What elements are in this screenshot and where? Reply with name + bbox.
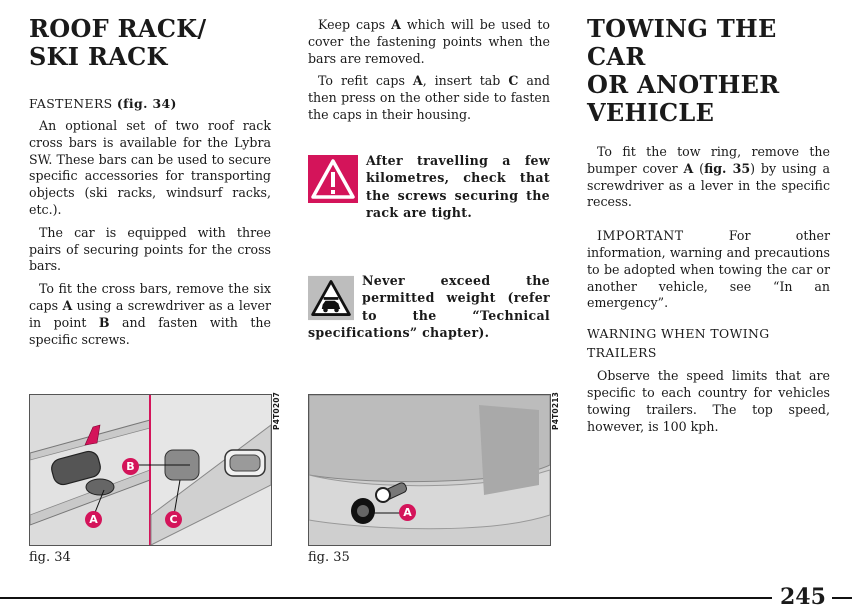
paragraph: The car is equipped with three pairs of securing points for the cross bars.	[29, 224, 271, 274]
column-towing	[587, 0, 830, 441]
footer-rule	[0, 597, 772, 599]
page-number: 245	[780, 584, 826, 610]
paragraph: Keep caps A which will be used to cover the fastening points when the bars are removed.	[308, 17, 550, 66]
figure-caption: fig. 34	[29, 550, 71, 565]
figure-reference: (fig. 34)	[116, 96, 177, 111]
paragraph: IMPORTANT For other information, warning and precautions to be adopted when towing the car or another vehicle, see “In an emergency”.	[587, 228, 830, 311]
figure-35-image	[308, 394, 551, 546]
column-roof-rack	[29, 0, 271, 354]
paragraph: To fit the tow ring, remove the bumper cover A (fig. 35) by using a screwdriver as a lever in the specific recess.	[587, 144, 830, 210]
title-line: ROOF RACK/	[29, 14, 207, 43]
callout-label-b: B	[122, 458, 139, 475]
warning-note-screws: After travelling a few kilometres, check that the screws securing the rack are tight.	[308, 152, 550, 222]
callout-label-c: C	[165, 511, 182, 528]
section-title-towing: TOWING THE CAR OR ANOTHER VEHICLE	[587, 14, 780, 127]
figure-code: P4T0207	[272, 391, 281, 430]
roof-rail-illustration	[30, 395, 271, 545]
section-title-roof-rack	[29, 15, 271, 71]
figure-34-image	[29, 394, 272, 546]
paragraph: Observe the speed limits that are specific to each country for vehicles towing trailers. The top speed, however, is 100 kph.	[587, 368, 830, 434]
paragraph: To fit the cross bars, remove the six caps A using a screwdriver as a lever in point B and fasten with the specific screws.	[29, 281, 271, 347]
warning-note-weight: Never exceed the permitted weight (refer to the “Technical specifications” chapter).	[308, 272, 550, 341]
column-roof-rack-cont	[308, 17, 550, 342]
callout-label-a: A	[399, 504, 416, 521]
paragraph: An optional set of two roof rack cross bars is available for the Lybra SW. These bars can be used to secure specific accessories for transporting objects (ski racks, windsurf racks, etc.).	[29, 118, 271, 217]
callout-label-a: A	[85, 511, 102, 528]
figure-caption: fig. 35	[308, 550, 350, 565]
figure-code: P4T0213	[551, 391, 560, 430]
footer-rule-end	[832, 597, 852, 599]
subhead-fasteners: FASTENERS (fig. 34)	[29, 96, 177, 111]
subhead-trailer-warning: WARNING WHEN TOWING TRAILERS	[587, 326, 770, 361]
bumper-illustration	[309, 395, 550, 545]
warning-triangle-icon	[308, 155, 358, 203]
paragraph: To refit caps A, insert tab C and then press on the other side to fasten the caps in their housing.	[308, 73, 550, 122]
title-line: SKI RACK	[29, 42, 168, 71]
load-limit-icon	[308, 275, 354, 321]
